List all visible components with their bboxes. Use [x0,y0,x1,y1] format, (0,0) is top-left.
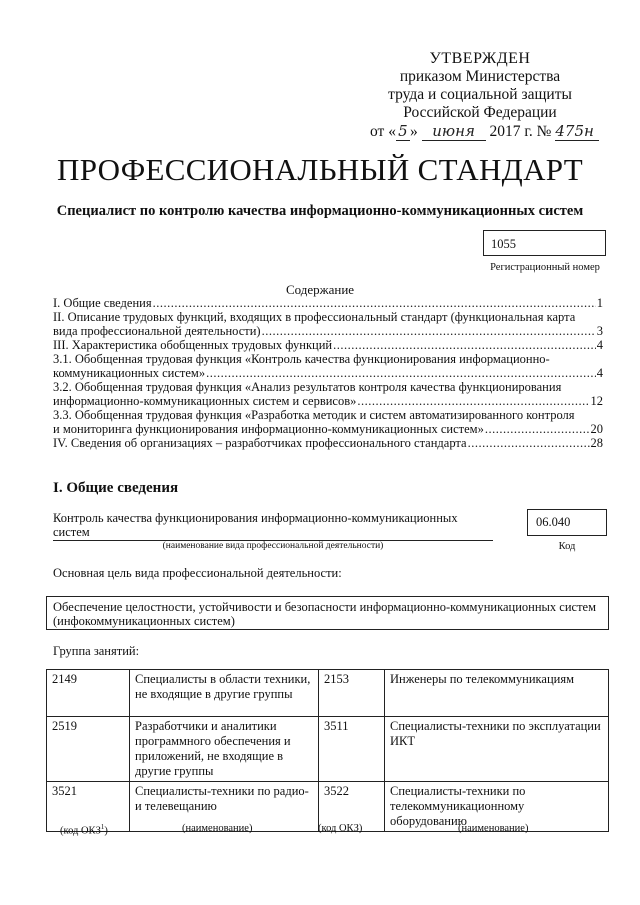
okz-code: 3521 [47,782,130,832]
approval-number: 475н [555,122,599,141]
goal-box: Обеспечение целостности, устойчивости и безопасности информационно-коммуникационных систем (инфокоммуникационных систем) [46,596,609,630]
approval-block [330,50,630,141]
footer-text: (код ОКЗ [60,825,101,837]
toc-item-page: 20 [590,422,603,436]
activity-name-line1: Контроль качества функционирования информационно-коммуникационных [53,511,458,525]
footer-text: ) [104,825,108,837]
approval-month: июня [422,122,486,141]
footnote-mark[interactable]: 1 [100,823,105,831]
occupation-group-table [46,669,609,832]
registration-number-label: Регистрационный номер [490,262,600,273]
toc-item-page: 28 [590,436,603,450]
okz-name: Специалисты-техники по радио- и телевещанию [130,782,319,832]
toc-item-page: 12 [590,394,603,408]
toc-item-3-3[interactable] [53,422,603,436]
okz-name: Специалисты-техники по эксплуатации ИКТ [385,717,609,782]
toc-item-3-1-line1[interactable]: 3.1. Обобщенная трудовая функция «Контроль качества функционирования информационно- [53,352,550,366]
toc-item-3[interactable] [53,338,603,352]
footer-okz-code-1 [60,823,108,837]
section-1-heading: I. Общие сведения [53,480,179,496]
toc-item-text: III. Характеристика обобщенных трудовых функций [53,338,333,352]
toc-item-1[interactable] [53,296,603,310]
toc-item-text: вида профессиональной деятельности) [53,324,261,338]
okz-name: Специалисты в области техники, не входящие в другие группы [130,670,319,717]
approval-line-1: приказом Министерства [399,68,561,85]
footer-name-2: (наименование) [458,823,529,834]
okz-name: Инженеры по телекоммуникациям [385,670,609,717]
activity-code-label: Код [558,541,576,552]
page-title: ПРОФЕССИОНАЛЬНЫЙ СТАНДАРТ [57,152,583,187]
toc-item-4[interactable] [53,436,603,450]
standard-subtitle: Специалист по контролю качества информационно-коммуникационных систем [56,203,584,219]
okz-name: Разработчики и аналитики программного обеспечения и приложений, не входящие в другие группы [130,717,319,782]
okz-code: 2149 [47,670,130,717]
toc-item-text: и мониторинга функционирования информационно-коммуникационных систем» [53,422,484,436]
footer-name-1: (наименование) [182,823,253,834]
footer-okz-code-2: (код ОКЗ) [318,823,363,834]
approval-line-3: Российской Федерации [403,104,557,121]
toc-item-3-1[interactable] [53,366,603,380]
toc-item-3-2-line1[interactable]: 3.2. Обобщенная трудовая функция «Анализ результатов контроля качества функционирования [53,380,562,394]
toc-item-page: 1 [596,296,603,310]
group-label: Группа занятий: [53,644,140,658]
table-of-contents [53,296,603,450]
okz-code: 2519 [47,717,130,782]
toc-item-text: I. Общие сведения [53,296,152,310]
registration-number-box: 1055 [483,230,606,256]
activity-name [53,511,493,539]
toc-item-text: информационно-коммуникационных систем и сервисов» [53,394,357,408]
toc-item-text: IV. Сведения об организациях – разработчиках профессионального стандарта [53,436,467,450]
approval-date [330,122,630,141]
toc-item-text: коммуникационных систем» [53,366,206,380]
okz-code: 3511 [319,717,385,782]
approval-year: 2017 г. № [489,123,552,140]
table-row [47,717,609,782]
toc-item-page: 4 [596,338,603,352]
activity-note: (наименование вида профессиональной деятельности) [162,541,384,551]
toc-title: Содержание [285,282,355,297]
toc-item-2[interactable] [53,324,603,338]
activity-code-box: 06.040 [527,509,607,536]
toc-item-page: 4 [596,366,603,380]
goal-label: Основная цель вида профессиональной деятельности: [53,566,342,580]
date-mid: » [409,123,418,140]
toc-item-page: 3 [596,324,603,338]
toc-item-3-3-line1[interactable]: 3.3. Обобщенная трудовая функция «Разработка методик и систем автоматизированного контроля [53,408,575,422]
approval-line-2: труда и социальной защиты [388,86,572,103]
okz-code: 3522 [319,782,385,832]
activity-name-line2: систем [53,525,90,539]
okz-code: 2153 [319,670,385,717]
approval-day: 5 [396,122,410,141]
approval-head: УТВЕРЖДЕН [429,50,531,67]
table-row [47,670,609,717]
date-prefix: от « [370,123,396,140]
toc-item-3-2[interactable] [53,394,603,408]
toc-item-2-line1[interactable]: II. Описание трудовых функций, входящих в профессиональный стандарт (функциональная карта [53,310,576,324]
okz-name: Специалисты-техники по телекоммуникационному оборудованию [385,782,609,832]
